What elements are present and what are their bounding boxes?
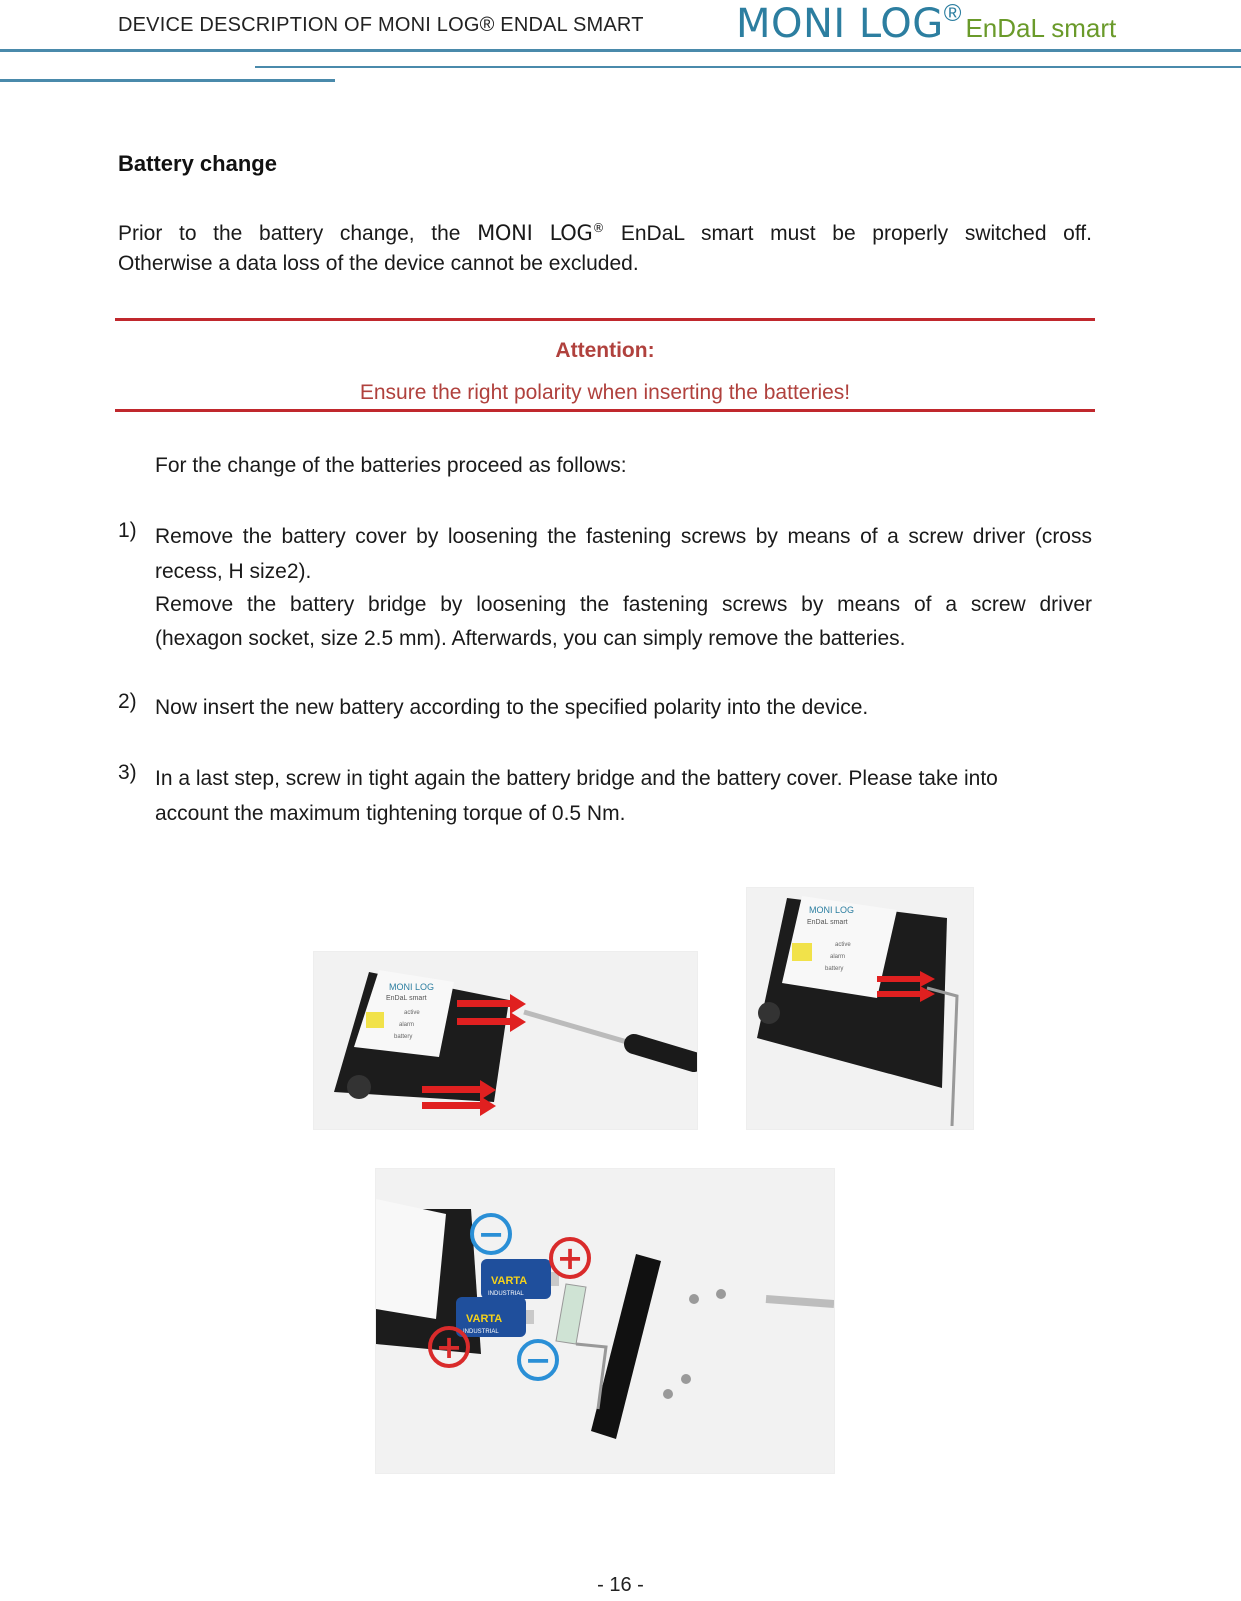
screwdriver	[766, 1299, 834, 1304]
brand-logo	[736, 0, 1116, 47]
screw-1	[689, 1294, 699, 1304]
intro-brand: MONI LOG®	[477, 221, 605, 245]
battery-line-upper: INDUSTRIAL	[488, 1291, 524, 1297]
attention-text: Ensure the right polarity when inserting the batteries!	[359, 381, 851, 404]
intro-line-2: Otherwise a data loss of the device cannot be excluded.	[118, 252, 639, 275]
product-name: EnDaL smart	[965, 13, 1117, 43]
device-label-product: EnDaL smart	[386, 995, 427, 1002]
step-1-line-3: Remove the battery bridge by loosening the fastening screws by means of a screw driver	[155, 593, 1092, 616]
device-label-brand: MONI LOG	[389, 982, 435, 992]
intro-line-1	[118, 211, 1092, 251]
device-label-brand: MONI LOG	[809, 905, 855, 915]
step-3-line-2: account the maximum tightening torque of 0.5 Nm.	[155, 802, 626, 825]
header-rule-top	[0, 49, 1241, 52]
intro-suffix: EnDaL smart must be properly switched off.	[620, 222, 1092, 245]
device-row-battery: battery	[825, 966, 844, 972]
device-label-product: EnDaL smart	[807, 919, 848, 926]
device-row-alarm: alarm	[830, 954, 846, 960]
step-2-line-1: Now insert the new battery according to the specified polarity into the device.	[155, 696, 869, 719]
intro-prefix: Prior to the battery change, the	[118, 222, 461, 245]
status-indicator	[366, 1012, 384, 1028]
registered-mark: ®	[943, 0, 962, 27]
polarity-plus-bottom-icon	[430, 1328, 468, 1366]
device-row-alarm: alarm	[399, 1022, 415, 1028]
photo-remove-bridge	[746, 887, 974, 1130]
status-indicator	[792, 943, 812, 961]
step-3-number: 3)	[118, 761, 137, 784]
step-1-number: 1)	[118, 519, 137, 542]
step-1-line-2: recess, H size2).	[155, 560, 312, 583]
header-rule-middle	[255, 66, 1241, 68]
minus-sign-top: −	[477, 1215, 505, 1253]
step-1-line-1: Remove the battery cover by loosening the fastening screws by means of a screw driver (cross	[155, 525, 1092, 548]
photo-remove-cover-illustration	[314, 952, 697, 1129]
photo-battery-polarity-illustration	[376, 1169, 834, 1473]
photo-battery-polarity	[375, 1168, 835, 1474]
brand-name: MONI LOG	[736, 1, 944, 47]
polarity-minus-top-icon	[472, 1215, 510, 1253]
polarity-plus-top-icon	[551, 1239, 589, 1277]
attention-title: Attention:	[555, 339, 655, 362]
minus-sign-bottom: −	[524, 1341, 552, 1379]
step-2-number: 2)	[118, 690, 137, 713]
screw-3	[681, 1374, 691, 1384]
photo-remove-cover	[313, 951, 698, 1130]
polarity-minus-bottom-icon	[519, 1341, 557, 1379]
step-3-line-1: In a last step, screw in tight again the battery bridge and the battery cover. Please take into	[155, 767, 998, 790]
header-rule-short	[0, 79, 335, 82]
page-number: - 16 -	[597, 1574, 644, 1596]
attention-rule-top	[115, 318, 1095, 321]
device-label	[376, 1199, 446, 1319]
device-row-active: active	[404, 1010, 420, 1016]
battery-lower	[456, 1297, 534, 1337]
procedure-lead: For the change of the batteries proceed as follows:	[155, 454, 627, 477]
photo-remove-bridge-illustration	[747, 888, 973, 1129]
attention-rule-bottom	[115, 409, 1095, 412]
battery-line-lower: INDUSTRIAL	[463, 1329, 499, 1335]
section-title: Battery change	[118, 151, 277, 176]
battery-brand-lower: VARTA	[466, 1313, 503, 1325]
document-title: DEVICE DESCRIPTION OF MONI LOG® ENDAL SMART	[118, 14, 644, 36]
plus-sign-top: +	[556, 1239, 584, 1277]
plus-sign-bottom: +	[435, 1328, 463, 1366]
battery-brand-upper: VARTA	[491, 1275, 528, 1287]
device-row-active: active	[835, 942, 851, 948]
connector-cap	[347, 1075, 371, 1099]
battery-upper	[481, 1259, 559, 1299]
device-row-battery: battery	[394, 1034, 413, 1040]
screw-4	[663, 1389, 673, 1399]
step-1-line-4: (hexagon socket, size 2.5 mm). Afterwards, you can simply remove the batteries.	[155, 627, 906, 650]
screw-2	[716, 1289, 726, 1299]
connector-cap	[758, 1002, 780, 1024]
